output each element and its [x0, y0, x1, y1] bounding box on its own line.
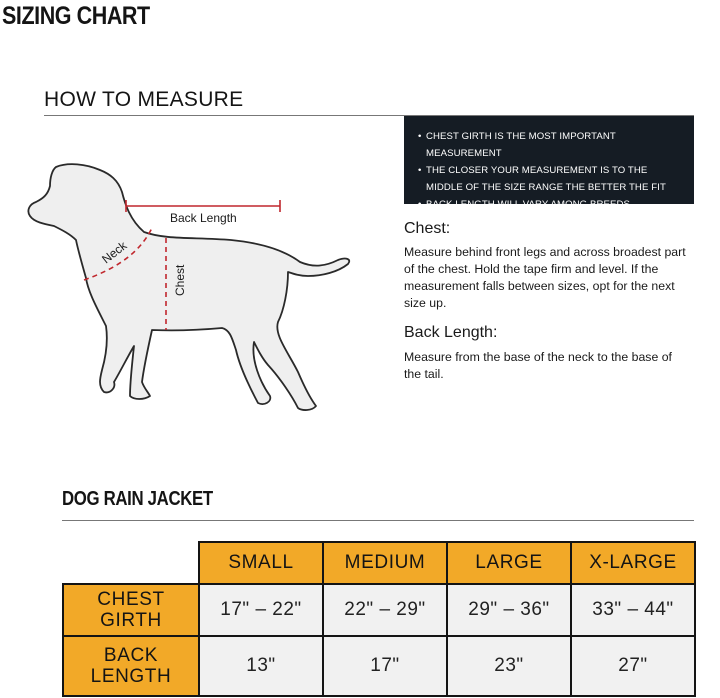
dog-body-shape — [28, 164, 349, 410]
table-cell: 27" — [571, 636, 695, 696]
page-title: SIZING CHART — [2, 2, 150, 30]
row-label-back-length — [63, 636, 199, 696]
size-table — [62, 541, 696, 697]
tip-item: • CHEST GIRTH IS THE MOST IMPORTANT MEASUREMENT — [418, 128, 686, 162]
chest-heading: Chest: — [404, 220, 451, 237]
table-cell: 13" — [199, 636, 323, 696]
column-header-large: LARGE — [447, 542, 571, 584]
row-label-line: LENGTH — [90, 666, 172, 687]
dog-silhouette-icon — [26, 160, 356, 415]
table-row-back-length — [63, 636, 695, 696]
row-label-line: CHEST — [97, 589, 165, 610]
table-cell: 29" – 36" — [447, 584, 571, 636]
row-label-line: GIRTH — [100, 610, 162, 631]
back-length-heading: Back Length: — [404, 324, 498, 341]
table-cell: 33" – 44" — [571, 584, 695, 636]
section-title-how-to-measure: HOW TO MEASURE — [44, 88, 244, 111]
row-label-chest-girth — [63, 584, 199, 636]
table-cell: 17" — [323, 636, 447, 696]
column-header-medium: MEDIUM — [323, 542, 447, 584]
row-label-line: BACK — [103, 645, 159, 666]
table-cell: 17" – 22" — [199, 584, 323, 636]
tip-item: • BACK LENGTH WILL VARY AMONG BREEDS — [418, 196, 686, 213]
table-row-chest-girth — [63, 584, 695, 636]
table-cell: 23" — [447, 636, 571, 696]
chest-description: Measure behind front legs and across broadest part of the chest. Hold the tape firm and level. If the measurement falls between sizes, opt for the next size up. — [404, 245, 686, 310]
table-cell: 22" – 29" — [323, 584, 447, 636]
chest-label: Chest — [173, 264, 187, 296]
dog-measure-diagram — [26, 160, 356, 415]
table-header-row — [63, 542, 695, 584]
tips-box — [404, 116, 694, 210]
tip-item: • THE CLOSER YOUR MEASUREMENT IS TO THE MIDDLE OF THE SIZE RANGE THE BETTER THE FIT — [418, 162, 686, 196]
column-header-small: SMALL — [199, 542, 323, 584]
product-title: DOG RAIN JACKET — [62, 488, 213, 510]
tips-list — [418, 128, 686, 213]
column-header-x-large: X-LARGE — [571, 542, 695, 584]
back-length-description: Measure from the base of the neck to the base of the tail. — [404, 350, 672, 381]
product-divider — [62, 520, 694, 521]
back-length-label: Back Length — [170, 211, 237, 225]
table-corner — [63, 542, 199, 584]
neck-label: Neck — [99, 238, 130, 267]
